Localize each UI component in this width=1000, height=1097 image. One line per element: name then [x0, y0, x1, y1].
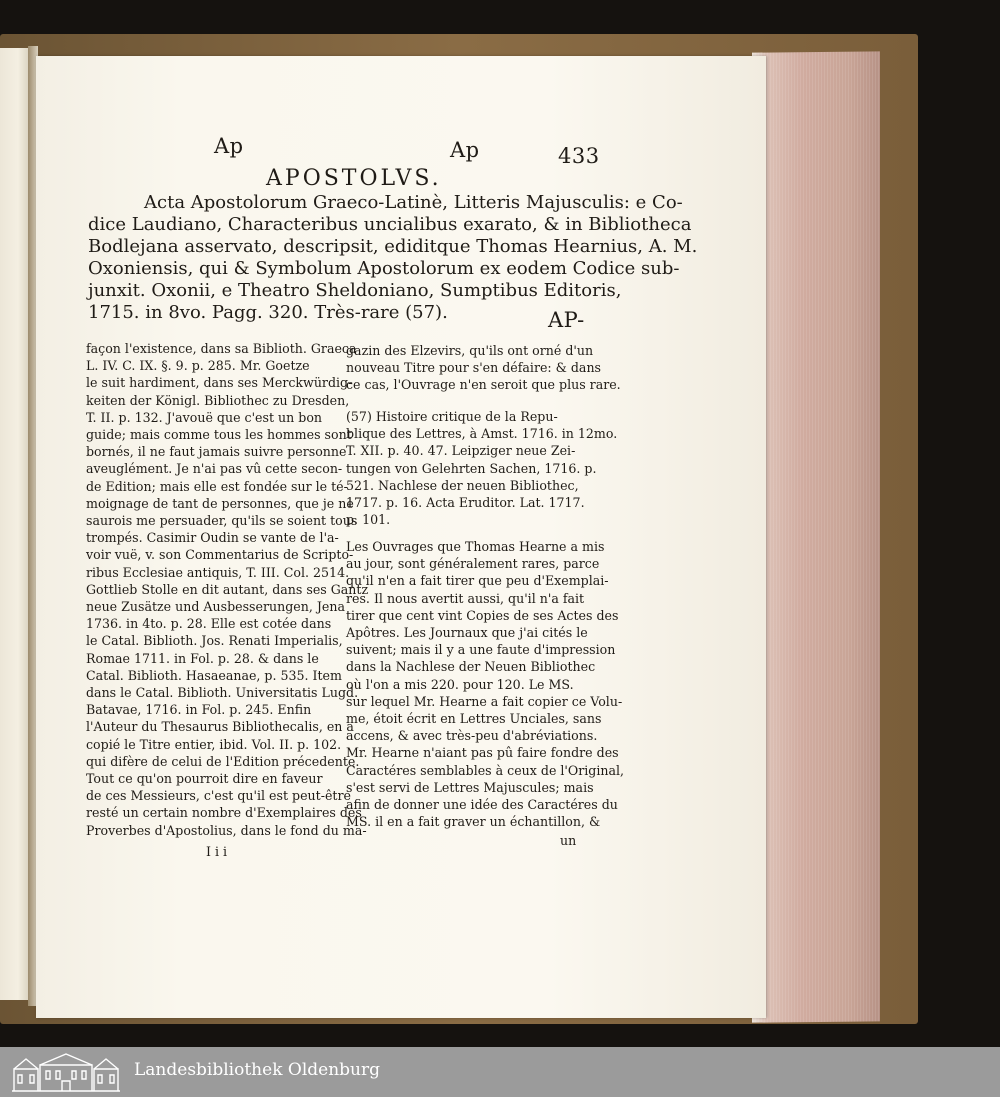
- right-column-line: dans la Nachlese der Neuen Bibliothec: [346, 659, 596, 675]
- left-column-line: aveuglément. Je n'ai pas vû cette secon-: [86, 461, 343, 477]
- left-column-line: façon l'existence, dans sa Biblioth. Graeca: [86, 341, 357, 356]
- footnote-line: T. XII. p. 40. 47. Leipziger neue Zei-: [346, 443, 576, 459]
- right-column: [346, 342, 624, 862]
- right-column-line: MS. il en a fait graver un échantillon, &: [346, 814, 601, 830]
- right-column-line: où l'on a mis 220. pour 120. Le MS.: [346, 676, 574, 692]
- right-column-line: sur lequel Mr. Hearne a fait copier ce Volu-: [346, 693, 623, 709]
- right-column-line: suivent; mais il y a une faute d'impression: [346, 642, 616, 658]
- footnote-line: tungen von Gelehrten Sachen, 1716. p.: [346, 460, 597, 476]
- right-column-line: Caractéres semblables à ceux de l'Original,: [346, 762, 624, 778]
- right-column-line: Les Ouvrages que Thomas Hearne a mis: [346, 539, 605, 554]
- right-column-line: Apôtres. Les Journaux que j'ai cités le: [346, 625, 588, 640]
- right-column-line: Mr. Hearne n'aiant pas pû faire fondre des: [346, 745, 619, 761]
- right-column-line: ce cas, l'Ouvrage n'en seroit que plus rare.: [346, 377, 621, 393]
- left-column-line: Batavae, 1716. in Fol. p. 245. Enfin: [86, 702, 312, 718]
- right-column-line: s'est servi de Lettres Majuscules; mais: [346, 779, 594, 795]
- left-column-line: T. II. p. 132. J'avouë que c'est un bon: [86, 409, 323, 425]
- left-column-line: Gottlieb Stolle en dit autant, dans ses Gantz: [86, 581, 369, 597]
- page-block-edges: [752, 51, 880, 1022]
- signature-mark: I i i: [206, 844, 228, 859]
- right-column-line: tirer que cent vint Copies de ses Actes des: [346, 607, 619, 623]
- entry-line: Oxoniensis, qui & Symbolum Apostolorum ex eodem Codice sub-: [88, 258, 680, 279]
- running-head-left: Ap: [214, 134, 244, 158]
- left-column-line: saurois me persuader, qu'ils se soient tous: [86, 513, 358, 528]
- right-column-line: me, étoit écrit en Lettres Unciales, sans: [346, 711, 602, 726]
- entry-line: Acta Apostolorum Graeco-Latinè, Litteris Majusculis: e Co-: [144, 192, 683, 213]
- running-head-center: Ap: [450, 138, 480, 162]
- left-column-line: de ces Messieurs, c'est qu'il est peut-être: [86, 788, 351, 804]
- left-column-line: dans le Catal. Biblioth. Universitatis Lugd.: [86, 685, 359, 700]
- page-number: 433: [558, 144, 600, 168]
- left-column-line: Tout ce qu'on pourroit dire en faveur: [86, 771, 323, 786]
- left-column-line: voir vuë, v. son Commentarius de Scripto-: [86, 547, 354, 563]
- left-page-edge: [0, 48, 30, 1000]
- right-column-line: nouveau Titre pour s'en défaire: & dans: [346, 360, 602, 376]
- footnote-line: p. 101.: [346, 512, 391, 528]
- left-column-line: 1736. in 4to. p. 28. Elle est cotée dans: [86, 616, 332, 632]
- left-column-line: ribus Ecclesiae antiquis, T. III. Col. 2514.: [86, 564, 350, 580]
- right-column-line: qu'il n'en a fait tirer que peu d'Exemplai-: [346, 573, 609, 589]
- left-column-line: neue Zusätze und Ausbesserungen, Jena: [86, 599, 345, 614]
- entry-line: 1715. in 8vo. Pagg. 320. Très-rare (57).: [88, 302, 448, 323]
- left-column-line: resté un certain nombre d'Exemplaires des: [86, 805, 362, 821]
- left-column-line: keiten der Königl. Bibliothec zu Dresden,: [86, 392, 350, 408]
- left-column-line: Proverbes d'Apostolius, dans le fond du ma-: [86, 822, 367, 838]
- catchword-entry: AP-: [548, 308, 585, 332]
- left-column-line: moignage de tant de personnes, que je ne: [86, 495, 354, 511]
- footnote-line: 521. Nachlese der neuen Bibliothec,: [346, 477, 579, 493]
- left-column-line: bornés, il ne faut jamais suivre personne: [86, 444, 347, 460]
- left-column-line: qui difère de celui de l'Edition précedente.: [86, 753, 360, 769]
- entry-line: Bodlejana asservato, descripsit, ediditque Thomas Hearnius, A. M.: [88, 236, 698, 257]
- footer-banner: [0, 1047, 1000, 1097]
- library-building-icon: [10, 1051, 122, 1093]
- left-column-line: de Edition; mais elle est fondée sur le té-: [86, 478, 348, 494]
- left-column-line: le Catal. Biblioth. Jos. Renati Imperialis,: [86, 633, 343, 649]
- footnote-line: 1717. p. 16. Acta Eruditor. Lat. 1717.: [346, 495, 585, 510]
- footnote-line: blique des Lettres, à Amst. 1716. in 12mo.: [346, 426, 618, 442]
- entry-line: junxit. Oxonii, e Theatro Sheldoniano, Sumptibus Editoris,: [88, 280, 622, 301]
- catchword-column: un: [560, 833, 577, 848]
- left-column-line: Catal. Biblioth. Hasaeanae, p. 535. Item: [86, 667, 342, 683]
- right-column-line: accens, & avec très-peu d'abréviations.: [346, 728, 598, 744]
- right-column-line: res. Il nous avertit aussi, qu'il n'a fait: [346, 590, 585, 606]
- left-column-line: le suit hardiment, dans ses Merckwürdig-: [86, 375, 353, 391]
- library-name: Landesbibliothek Oldenburg: [134, 1060, 381, 1080]
- entry-line: dice Laudiano, Characteribus uncialibus exarato, & in Bibliotheca: [88, 214, 692, 235]
- right-column-line: gazin des Elzevirs, qu'ils ont orné d'un: [346, 343, 594, 358]
- entry-title: APOSTOLVS.: [266, 166, 442, 191]
- footnote-line: (57) Histoire critique de la Repu-: [346, 409, 558, 424]
- book-page: [36, 56, 766, 1018]
- right-column-line: afin de donner une idée des Caractéres du: [346, 797, 618, 812]
- left-column-line: l'Auteur du Thesaurus Bibliothecalis, en a: [86, 719, 354, 735]
- left-column-line: Romae 1711. in Fol. p. 28. & dans le: [86, 650, 319, 666]
- left-column-line: trompés. Casimir Oudin se vante de l'a-: [86, 530, 339, 546]
- left-column-line: guide; mais comme tous les hommes sont: [86, 427, 352, 442]
- left-column-line: copié le Titre entier, ibid. Vol. II. p. 102.: [86, 736, 342, 752]
- left-column-line: L. IV. C. IX. §. 9. p. 285. Mr. Goetze: [86, 358, 310, 374]
- right-column-line: au jour, sont généralement rares, parce: [346, 556, 600, 572]
